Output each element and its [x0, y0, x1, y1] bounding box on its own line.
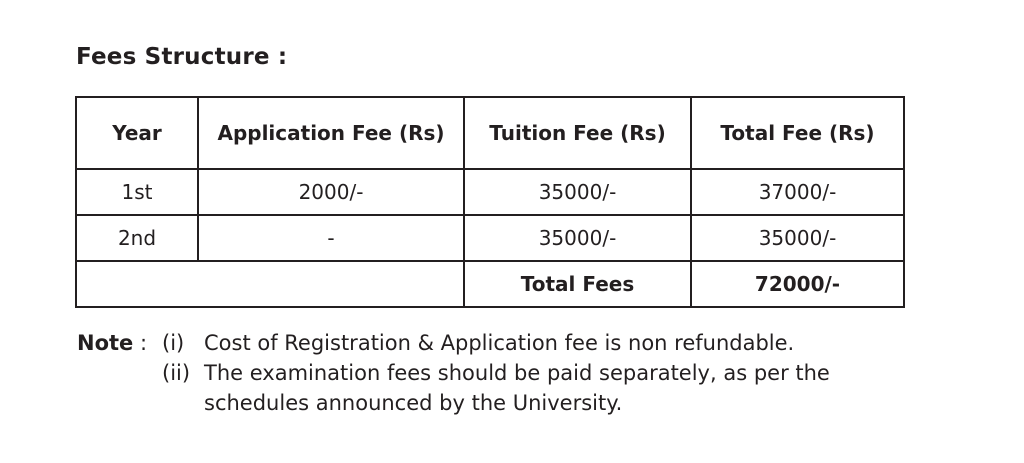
- note-item-number: (i): [162, 331, 185, 355]
- cell-total-fee: 37000/-: [691, 169, 904, 215]
- total-fees-value: 72000/-: [691, 261, 904, 307]
- table-row: [76, 169, 904, 215]
- total-row-blank-cell: [76, 261, 464, 307]
- cell-year: 2nd: [76, 215, 198, 261]
- note-item-text: The examination fees should be paid separately, as per the: [204, 361, 830, 385]
- total-fees-label: Total Fees: [464, 261, 691, 307]
- cell-application-fee: -: [198, 215, 464, 261]
- column-header-tuition-fee: Tuition Fee (Rs): [464, 97, 691, 169]
- table-header-row: [76, 97, 904, 169]
- column-header-year: Year: [76, 97, 198, 169]
- note-item-text: Cost of Registration & Application fee is non refundable.: [204, 331, 795, 355]
- cell-application-fee: 2000/-: [198, 169, 464, 215]
- cell-tuition-fee: 35000/-: [464, 215, 691, 261]
- column-header-application-fee: Application Fee (Rs): [198, 97, 464, 169]
- note-colon: :: [140, 331, 148, 355]
- total-row: [76, 261, 904, 307]
- column-header-total-fee: Total Fee (Rs): [691, 97, 904, 169]
- cell-year: 1st: [76, 169, 198, 215]
- note-label: Note: [77, 331, 134, 355]
- note-item-text: schedules announced by the University.: [204, 391, 623, 415]
- page-heading: Fees Structure :: [76, 44, 288, 70]
- note-item-number: (ii): [162, 361, 191, 385]
- fees-table: [75, 96, 905, 308]
- cell-tuition-fee: 35000/-: [464, 169, 691, 215]
- table-row: [76, 215, 904, 261]
- cell-total-fee: 35000/-: [691, 215, 904, 261]
